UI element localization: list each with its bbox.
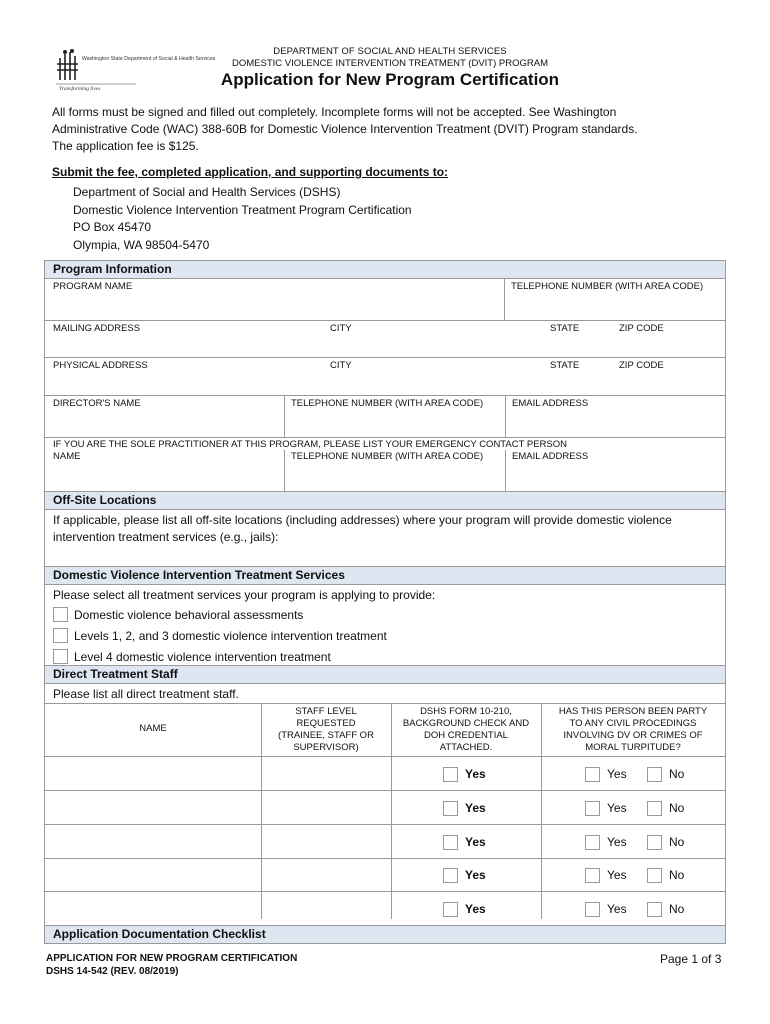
staff-level-field[interactable] [262, 791, 391, 824]
party-no-checkbox[interactable] [647, 835, 662, 850]
assessments-label: Domestic violence behavioral assessments [74, 608, 304, 622]
staff-name-field[interactable] [45, 791, 261, 824]
physical-state-label: STATE [550, 360, 580, 371]
header-line: STAFF LEVEL [295, 706, 357, 717]
header-line: BACKGROUND CHECK AND [402, 718, 530, 729]
header-line: DOH CREDENTIAL [424, 730, 508, 741]
levels-1-3-label: Levels 1, 2, and 3 domestic violence intervention treatment [74, 629, 387, 643]
mailing-state-label: STATE [550, 323, 580, 334]
director-telephone-label: TELEPHONE NUMBER (WITH AREA CODE) [291, 398, 484, 409]
submit-heading: Submit the fee, completed application, and supporting documents to: [52, 165, 449, 179]
program-name-label: PROGRAM NAME [53, 281, 133, 292]
sole-practitioner-label: IF YOU ARE THE SOLE PRACTITIONER AT THIS PROGRAM, PLEASE LIST YOUR EMERGENCY CONTACT PERSON [53, 439, 567, 450]
header-line: REQUESTED [296, 718, 356, 729]
no-label: No [669, 767, 685, 781]
party-yes-checkbox[interactable] [585, 902, 600, 917]
mailing-zip-label: ZIP CODE [619, 323, 664, 334]
mailing-address-field[interactable] [45, 321, 725, 357]
intro-line: The application fee is $125. [52, 139, 199, 153]
director-email-label: EMAIL ADDRESS [512, 398, 589, 409]
col-staff-level-header [261, 706, 391, 754]
emergency-telephone-field[interactable] [285, 464, 505, 491]
svg-text:Washington State Department of: Washington State Department of Social & Health Services [82, 56, 216, 62]
section-off-site-locations: Off-Site Locations [45, 491, 725, 510]
directors-name-field[interactable] [45, 396, 284, 437]
yes-label: Yes [607, 868, 627, 882]
party-yes-checkbox[interactable] [585, 801, 600, 816]
mailing-address-label: MAILING ADDRESS [53, 323, 141, 334]
header-line: ATTACHED. [439, 742, 493, 753]
intro-line: All forms must be signed and filled out completely. Incomplete forms will not be accepted. See Washington [52, 105, 617, 119]
header-line: SUPERVISOR) [293, 742, 359, 753]
physical-address-label: PHYSICAL ADDRESS [53, 360, 148, 371]
header-line: MORAL TURPITUDE? [585, 742, 681, 753]
offsite-instructions [53, 512, 721, 546]
address-line: Olympia, WA 98504-5470 [73, 237, 210, 252]
level-4-label: Level 4 domestic violence intervention treatment [74, 650, 331, 664]
yes-label: Yes [465, 767, 486, 781]
staff-name-field[interactable] [45, 859, 261, 892]
header-line: INVOLVING DV OR CRIMES OF [563, 730, 703, 741]
svg-text:Transforming lives: Transforming lives [59, 86, 101, 92]
party-no-checkbox[interactable] [647, 902, 662, 917]
address-line: Department of Social and Health Services (DSHS) [73, 185, 341, 199]
party-no-checkbox[interactable] [647, 767, 662, 782]
section-documentation-checklist: Application Documentation Checklist [45, 925, 725, 944]
program-name-field[interactable] [45, 279, 504, 320]
intro-paragraph [52, 104, 732, 155]
emergency-email-label: EMAIL ADDRESS [512, 451, 589, 462]
staff-level-field[interactable] [262, 825, 391, 858]
services-prompt: Please select all treatment services your program is applying to provide: [53, 588, 436, 602]
director-telephone-field[interactable] [285, 396, 505, 437]
dshs-logo-icon [54, 48, 216, 92]
physical-address-field[interactable] [45, 358, 725, 395]
directors-name-label: DIRECTOR'S NAME [53, 398, 141, 409]
form-attached-yes-checkbox[interactable] [443, 902, 458, 917]
no-label: No [669, 835, 685, 849]
footer-form-number: DSHS 14-542 (REV. 08/2019) [46, 966, 179, 977]
assessments-checkbox[interactable] [53, 607, 68, 622]
footer-form-title: APPLICATION FOR NEW PROGRAM CERTIFICATION [46, 953, 298, 964]
yes-label: Yes [607, 767, 627, 781]
program-telephone-field[interactable] [505, 279, 725, 320]
staff-name-field[interactable] [45, 892, 261, 919]
program-telephone-label: TELEPHONE NUMBER (WITH AREA CODE) [511, 281, 704, 292]
form-attached-yes-checkbox[interactable] [443, 801, 458, 816]
staff-name-field[interactable] [45, 825, 261, 858]
physical-city-label: CITY [330, 360, 352, 371]
mailing-address-block [73, 184, 412, 254]
party-yes-checkbox[interactable] [585, 835, 600, 850]
levels-1-3-checkbox[interactable] [53, 628, 68, 643]
staff-level-field[interactable] [262, 757, 391, 790]
party-yes-checkbox[interactable] [585, 767, 600, 782]
no-label: No [669, 801, 685, 815]
application-form [44, 260, 726, 944]
section-direct-treatment-staff: Direct Treatment Staff [45, 665, 725, 684]
party-no-checkbox[interactable] [647, 801, 662, 816]
director-email-field[interactable] [506, 396, 725, 437]
header-line: TO ANY CIVIL PROCEDINGS [569, 718, 697, 729]
page-number: Page 1 of 3 [660, 952, 722, 966]
address-line: PO Box 45470 [73, 220, 152, 234]
yes-label: Yes [607, 902, 627, 916]
header-line: HAS THIS PERSON BEEN PARTY [558, 706, 708, 717]
col-dshs-form-header [391, 706, 541, 754]
form-attached-yes-checkbox[interactable] [443, 767, 458, 782]
section-treatment-services: Domestic Violence Intervention Treatment Services [45, 566, 725, 585]
emergency-name-label: NAME [53, 451, 81, 462]
form-attached-yes-checkbox[interactable] [443, 835, 458, 850]
staff-level-field[interactable] [262, 892, 391, 919]
col-civil-proceedings-header [541, 706, 725, 754]
department-name: DEPARTMENT OF SOCIAL AND HEALTH SERVICES [273, 46, 507, 57]
emergency-telephone-label: TELEPHONE NUMBER (WITH AREA CODE) [291, 451, 484, 462]
form-attached-yes-checkbox[interactable] [443, 868, 458, 883]
yes-label: Yes [607, 835, 627, 849]
staff-level-field[interactable] [262, 859, 391, 892]
program-name: DOMESTIC VIOLENCE INTERVENTION TREATMENT (DVIT) PROGRAM [232, 58, 548, 69]
mailing-city-label: CITY [330, 323, 352, 334]
offsite-locations-field[interactable] [45, 547, 725, 566]
yes-label: Yes [465, 835, 486, 849]
yes-label: Yes [465, 868, 486, 882]
header-line: DSHS FORM 10-210, [420, 706, 512, 717]
section-program-information: Program Information [45, 260, 725, 279]
emergency-name-field[interactable] [45, 464, 284, 491]
physical-zip-label: ZIP CODE [619, 360, 664, 371]
dshs-logo [54, 48, 216, 92]
offsite-line: If applicable, please list all off-site locations (including addresses) where your program will provide domestic violence [53, 513, 672, 527]
party-yes-checkbox[interactable] [585, 868, 600, 883]
yes-label: Yes [607, 801, 627, 815]
yes-label: Yes [465, 902, 486, 916]
no-label: No [669, 868, 685, 882]
offsite-line: intervention treatment services (e.g., jails): [53, 530, 279, 544]
emergency-email-field[interactable] [506, 464, 725, 491]
staff-prompt: Please list all direct treatment staff. [53, 687, 239, 701]
yes-label: Yes [465, 801, 486, 815]
no-label: No [669, 902, 685, 916]
address-line: Domestic Violence Intervention Treatment Program Certification [73, 202, 412, 217]
intro-line: Administrative Code (WAC) 388-60B for Domestic Violence Intervention Treatment (DVIT) Program standards. [52, 122, 638, 136]
party-no-checkbox[interactable] [647, 868, 662, 883]
col-name-header: NAME [139, 723, 167, 734]
page-title: Application for New Program Certification [220, 70, 560, 89]
header-line: (TRAINEE, STAFF OR [278, 730, 374, 741]
level-4-checkbox[interactable] [53, 649, 68, 664]
staff-name-field[interactable] [45, 757, 261, 790]
